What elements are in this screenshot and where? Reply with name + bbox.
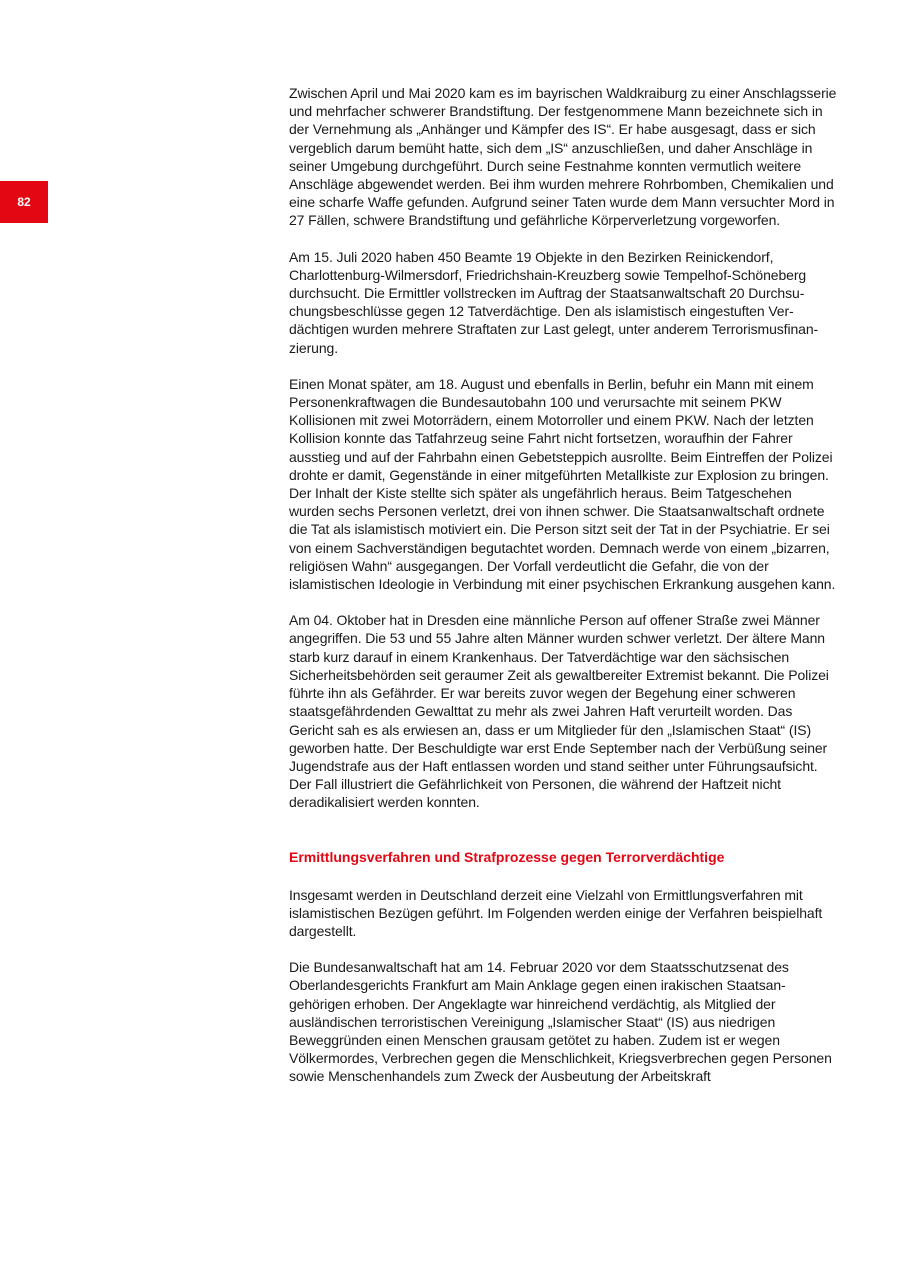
section-heading: Ermittlungsverfahren und Strafprozesse gegen Terrorverdächtige — [289, 848, 725, 865]
paragraph-waldkraiburg: Zwischen April und Mai 2020 kam es im bayrischen Waldkraiburg zu einer Anschlagsserie und mehrfacher schwerer Brandstiftung. Der festgenommene Mann bezeichnete sich in der Vernehmung als „Anhänger und Kämpfer des IS“. Er habe ausgesagt, dass er sich vergeblich darum bemüht hatte, sich dem „IS“ anzuschließen, und daher Anschläge in seiner Umgebung durchgeführt. Durch seine Festnahme konnten vermutlich weitere Anschläge abgewendet werden. Bei ihm wurden mehrere Rohrbomben, Chemikalien und eine scharfe Waffe gefunden. Aufgrund seiner Taten wurde dem Mann versuchter Mord in 27 Fällen, schwere Brandstiftung und gefährliche Körperverletzung vorgeworfen. — [289, 85, 837, 229]
main-text-column — [289, 84, 837, 1104]
paragraph-ermittlungsverfahren-intro: Insgesamt werden in Deutschland derzeit eine Vielzahl von Ermittlungsverfahren mit islamistischen Bezügen geführt. Im Folgenden werden einige der Verfahren beispielhaft dargestellt. — [289, 886, 823, 939]
paragraph-berlin-autobahn: Einen Monat später, am 18. August und ebenfalls in Berlin, befuhr ein Mann mit einem Personenkraftwagen die Bundesautobahn 100 und verursachte mit seinem PKW Kollisionen mit zwei Motorrädern, einem Motorroller und einem PKW. Nach der letzten Kollision konnte das Tatfahrzeug seine Fahrt nicht fortsetzen, woraufhin der Fahrer ausstieg und auf der Fahrbahn einen Gebetsteppich ausrollte. Beim Eintreffen der Polizei drohte er damit, Gegenstände in einer mitgeführten Metallkiste zur Explosion zu bringen. Der Inhalt der Kiste stellte sich später als ungefährlich heraus. Beim Tatgeschehen wurden sechs Personen verletzt, drei von ihnen schwer. Die Staatsanwaltschaft ordnete die Tat als islamistisch motiviert ein. Die Person sitzt seit der Tat in der Psychiatrie. Er sei von einem Sachverständigen begutachtet worden. Demnach werde von einem „bizarren, religiösen Wahn“ ausgegangen. Der Vorfall verdeutlicht die Gefahr, die von der islamistischen Ideologie in Verbindung mit einer psychischen Erkrankung ausgehen kann. — [289, 375, 836, 593]
paragraph-bundesanwaltschaft: Die Bundesanwaltschaft hat am 14. Februar 2020 vor dem Staatsschutzsenat des Oberlandesgerichts Frankfurt am Main Anklage gegen einen irakischen Staatsangehörigen erhoben. Der Angeklagte war hinreichend verdächtig, als Mitglied der ausländischen terroristischen Vereinigung „Islamischer Staat“ (IS) aus niedrigen Beweggründen einen Menschen grausam getötet zu haben. Zudem ist er wegen Völkermordes, Verbrechen gegen die Menschlichkeit, Kriegsverbrechen gegen Personen sowie Menschenhandels zum Zweck der Ausbeutung der Arbeitskraft — [289, 959, 832, 1085]
page-number-badge: 82 — [0, 181, 48, 223]
paragraph-berlin-durchsuchung: Am 15. Juli 2020 haben 450 Beamte 19 Objekte in den Bezirken Reinickendorf, Charlottenburg-Wilmersdorf, Friedrichshain-Kreuzberg sowie Tempelhof-Schöneberg durchsucht. Die Ermittler vollstrecken im Auftrag der Staatsanwaltschaft 20 Durchsuchungsbeschlüsse gegen 12 Tatverdächtige. Den als islamistisch eingestuften Verdächtigen wurden mehrere Straftaten zur Last gelegt, unter anderem Terrorismusfinanzierung. — [289, 248, 819, 356]
paragraph-dresden: Am 04. Oktober hat in Dresden eine männliche Person auf offener Straße zwei Männer angegriffen. Die 53 und 55 Jahre alten Männer wurden schwer verletzt. Der ältere Mann starb kurz darauf in einem Krankenhaus. Der Tatverdächtige war den sächsischen Sicherheitsbehörden seit geraumer Zeit als gewaltbereiter Extremist bekannt. Die Polizei führte ihn als Gefährder. Er war bereits zuvor wegen der Begehung einer schweren staatsgefährdenden Gewalttat zu mehr als zwei Jahren Haft verurteilt worden. Das Gericht sah es als erwiesen an, dass er um Mitglieder für den „Islamischen Staat“ (IS) geworben hatte. Der Beschuldigte war erst Ende September nach der Verbüßung seiner Jugendstrafe aus der Haft entlassen worden und stand seither unter Führungsaufsicht. Der Fall illustriert die Gefährlichkeit von Personen, die während der Haftzeit nicht deradikalisiert werden konnten. — [289, 612, 829, 811]
